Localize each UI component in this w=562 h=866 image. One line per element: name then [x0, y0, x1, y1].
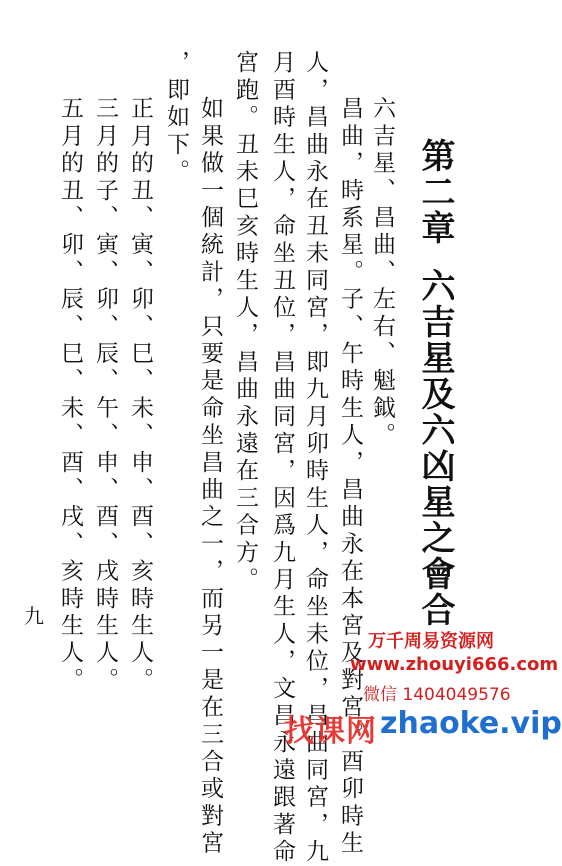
watermark-site-name: 万千周易资源网: [368, 631, 494, 652]
watermark-url: www.zhouyi666.com: [350, 654, 559, 675]
text-column-6: 如果做一個統計，只要是命坐昌曲之一，而另一是在三合或對宮: [197, 96, 223, 858]
chapter-title: 六吉星及六凶星之會合: [415, 268, 455, 628]
text-column-7: ，即如下。: [163, 50, 189, 186]
text-column-3: 人，昌曲永在丑未同宮，即九月卯時生人，命坐未位，昌曲同宮，九: [302, 50, 328, 866]
chapter-number: 第二章: [415, 138, 455, 246]
text-column-4: 月酉時生人，命坐丑位，昌曲同宮，因爲九月生人，文昌永遠跟著命: [269, 50, 295, 866]
text-column-2: 昌曲，時系星。子、午時生人，昌曲永在本宮及對宮。酉卯時生: [337, 96, 363, 858]
watermark-brand: 找课网: [284, 714, 377, 749]
text-column-1: 六吉星、昌曲、左右、魁鉞。: [369, 96, 395, 450]
watermark-wechat: 微信 1404049576: [363, 685, 511, 705]
watermark-brand-url: zhaoke.vip: [380, 706, 562, 741]
page-number: 九: [24, 604, 44, 628]
text-column-10: 五月的丑、卯、辰、巳、未、酉、戌、亥時生人。: [57, 96, 83, 695]
text-column-5: 宮跑。丑未巳亥時生人，昌曲永遠在三合方。: [232, 50, 258, 594]
text-column-9: 三月的子、寅、卯、辰、午、申、酉、戌時生人。: [92, 96, 118, 695]
chapter-heading: [415, 138, 455, 628]
text-column-8: 正月的丑、寅、卯、巳、未、申、酉、亥時生人。: [127, 96, 153, 695]
